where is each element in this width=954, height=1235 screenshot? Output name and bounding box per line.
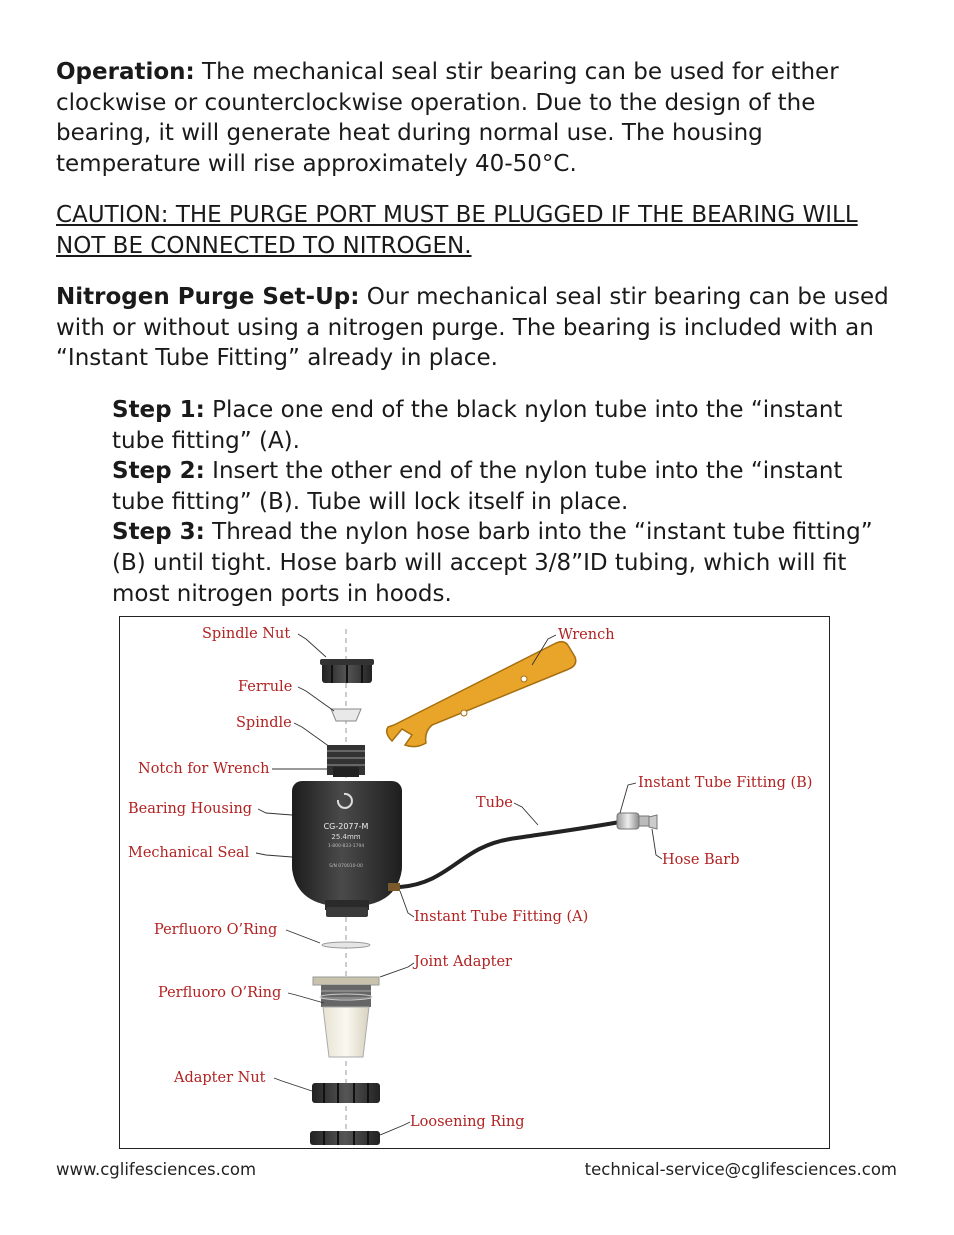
label-joint-adapter: Joint Adapter [414,954,512,970]
steps-list [112,395,902,609]
step-1-text: Place one end of the black nylon tube into the “instant tube fitting” (A). [112,397,843,454]
step-2-text: Insert the other end of the nylon tube into the “instant tube fitting” (B). Tube will lock itself in place. [112,458,843,515]
label-wrench: Wrench [558,627,615,643]
housing-size: 25.4mm [331,833,361,841]
housing-serial: S/N 070010-00 [329,864,363,869]
label-seal: Mechanical Seal [128,845,250,861]
oring-1-part [322,942,370,948]
label-hose-barb: Hose Barb [662,852,740,868]
fitting-b-part [617,813,657,829]
label-loosening-ring: Loosening Ring [410,1114,525,1130]
label-spindle: Spindle [236,715,292,731]
label-notch: Notch for Wrench [138,761,270,777]
step-1-label: Step 1: [112,397,205,423]
purge-text: Our mechanical seal stir bearing can be used with or without using a nitrogen purge. The bearing is included with an “Instant Tube Fitting” already in place. [56,284,889,372]
step-1 [112,395,902,456]
purge-paragraph [56,282,906,374]
step-2 [112,456,902,517]
spindle-part [327,745,365,777]
step-3 [112,517,902,609]
footer-website[interactable]: www.cglifesciences.com [56,1160,257,1179]
purge-heading: Nitrogen Purge Set-Up: [56,284,360,310]
adapter-nut-part [312,1083,380,1103]
step-3-text: Thread the nylon hose barb into the “instant tube fitting” (B) until tight. Hose barb will accept 3/8”ID tubing, which will fit most nitrogen ports in hoods. [112,519,873,607]
exploded-diagram [119,616,830,1149]
operation-heading: Operation: [56,59,195,85]
joint-adapter-part [313,977,379,1057]
footer-email[interactable]: technical-service@cglifesciences.com [584,1160,897,1179]
bearing-housing-part [292,781,402,917]
diagram-svg [120,617,828,1147]
label-spindle-nut: Spindle Nut [202,626,291,642]
step-3-label: Step 3: [112,519,205,546]
label-housing: Bearing Housing [128,801,253,817]
loosening-ring-part [310,1131,380,1145]
step-2-label: Step 2: [112,458,205,485]
label-fitting-a: Instant Tube Fitting (A) [414,909,589,925]
operation-text: The mechanical seal stir bearing can be used for either clockwise or counterclockwise operation. Due to the design of the bearing, it will generate heat during normal use. The housing temperature will rise approximately 40-50°C. [56,59,839,177]
label-ferrule: Ferrule [238,679,293,695]
wrench-part [387,642,576,747]
ferrule-part [331,709,361,721]
label-oring-2: Perfluoro O’Ring [158,985,282,1001]
label-oring-1: Perfluoro O’Ring [154,922,278,938]
operation-paragraph [56,57,906,179]
label-fitting-b: Instant Tube Fitting (B) [638,775,813,791]
label-tube: Tube [476,795,513,811]
tube-part [400,822,620,887]
spindle-nut-part [320,659,374,683]
housing-model: CG-2077-M [323,822,369,831]
housing-phone: 1-800-833-1794 [327,844,365,849]
label-adapter-nut: Adapter Nut [174,1070,266,1086]
caution-notice: CAUTION: THE PURGE PORT MUST BE PLUGGED IF THE BEARING WILL NOT BE CONNECTED TO NITROGEN. [56,202,858,259]
